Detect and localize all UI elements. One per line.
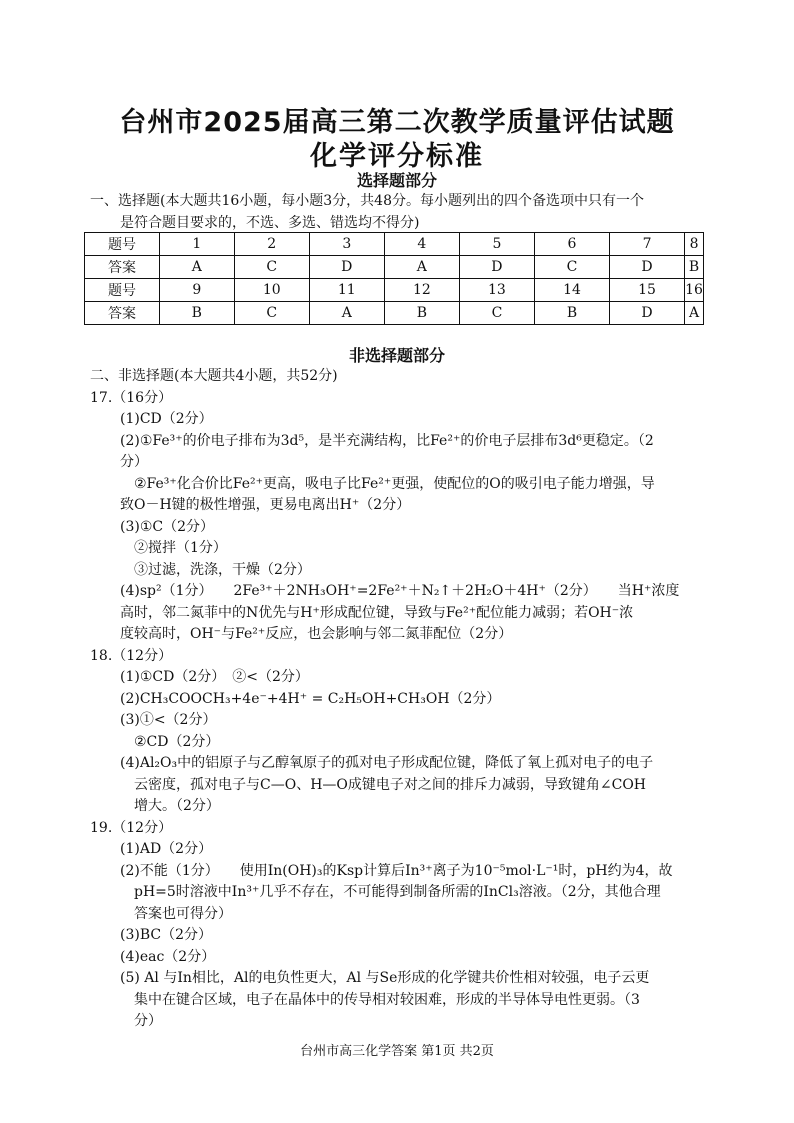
table-cell: D <box>309 256 384 279</box>
table-cell: A <box>685 302 704 325</box>
table-cell: 8 <box>685 233 704 256</box>
q17-part4-line1: (4)sp²（1分） 2Fe³⁺＋2NH₃OH⁺=2Fe²⁺＋N₂↑＋2H₂O＋4H⁺（2分） 当H⁺浓度 <box>120 583 680 599</box>
table-cell: 12 <box>384 279 459 302</box>
table-cell: 10 <box>234 279 309 302</box>
nonchoice-intro: 二、非选择题(本大题共4小题，共52分) <box>90 368 338 384</box>
q18-part3-line2: ②CD（2分） <box>134 733 220 750</box>
row-label: 题号 <box>85 279 160 302</box>
q17-part3-line2: ②搅拌（1分） <box>134 540 227 556</box>
q18-part2: (2)CH₃COOCH₃+4e⁻+4H⁺ = C₂H₅OH+CH₃OH（2分） <box>120 690 501 707</box>
q19-part2-line3: 答案也可得分） <box>134 905 232 922</box>
q19-part1: (1)AD（2分） <box>120 841 213 857</box>
table-cell: 14 <box>534 279 609 302</box>
q19-part3: (3)BC（2分） <box>120 927 212 943</box>
q17-part2-line3: ②Fe³⁺化合价比Fe²⁺更高，吸电子比Fe²⁺更强，使配位的O的吸引电子能力增强，导 <box>134 475 655 492</box>
nonchoice-answers <box>90 366 702 1033</box>
table-cell: B <box>685 256 704 279</box>
table-cell: 1 <box>159 233 234 256</box>
table-cell: 6 <box>534 233 609 256</box>
page-footer: 台州市高三化学答案 第1页 共2页 <box>300 1044 494 1059</box>
q18-part3-line1: (3)①<（2分） <box>120 712 217 728</box>
table-cell: D <box>610 256 685 279</box>
section-heading-nonchoice: 非选择题部分 <box>348 346 445 365</box>
table-cell: 2 <box>234 233 309 256</box>
table-row-questions-2 <box>85 279 704 302</box>
section-heading-choice: 选择题部分 <box>356 171 437 190</box>
row-label: 题号 <box>85 233 160 256</box>
choice-instructions-line2: 是符合题目要求的，不选、多选、错选均不得分) <box>120 215 420 231</box>
table-row-answers-2 <box>85 302 704 325</box>
table-cell: C <box>534 256 609 279</box>
table-cell: C <box>234 302 309 325</box>
table-row-questions-1 <box>85 233 704 256</box>
table-cell: B <box>159 302 234 325</box>
table-cell: 3 <box>309 233 384 256</box>
q17-part3-line3: ③过滤，洗涤，干燥（2分） <box>134 561 311 578</box>
q19-heading: 19.（12分） <box>90 819 173 836</box>
table-cell: 13 <box>459 279 534 302</box>
table-cell: A <box>309 302 384 325</box>
table-cell: 9 <box>159 279 234 302</box>
page-title: 台州市2025届高三第二次教学质量评估试题 <box>119 107 675 138</box>
q19-part5-line3: 分） <box>134 1013 162 1029</box>
table-cell: D <box>459 256 534 279</box>
q17-part4-line3: 度较高时，OH⁻与Fe²⁺反应，也会影响与邻二氮菲配位（2分） <box>120 626 513 642</box>
q17-part2-line4: 致O－H键的极性增强，更易电离出H⁺（2分） <box>120 497 411 513</box>
page-subtitle: 化学评分标准 <box>310 141 484 172</box>
table-cell: A <box>384 256 459 279</box>
table-cell: C <box>459 302 534 325</box>
choice-instructions-line1: 一、选择题(本大题共16小题，每小题3分，共48分。每小题列出的四个备选项中只有一个 <box>90 193 644 209</box>
row-label: 答案 <box>85 256 160 279</box>
table-cell: 5 <box>459 233 534 256</box>
table-cell: C <box>234 256 309 279</box>
q17-part4-line2: 高时，邻二氮菲中的N优先与H⁺形成配位键，导致与Fe²⁺配位能力减弱；若OH⁻浓 <box>120 604 634 621</box>
q17-part2-line1: (2)①Fe³⁺的价电子排布为3d⁵，是半充满结构，比Fe²⁺的价电子层排布3d⁶更稳定。（2 <box>120 432 654 449</box>
table-cell: 15 <box>610 279 685 302</box>
table-cell: D <box>610 302 685 325</box>
table-cell: A <box>159 256 234 279</box>
q19-part5-line2: 集中在键合区域，电子在晶体中的传导相对较困难，形成的半导体导电性更弱。（3 <box>134 991 640 1008</box>
row-label: 答案 <box>85 302 160 325</box>
q17-heading: 17.（16分） <box>90 389 173 406</box>
q18-heading: 18.（12分） <box>90 647 173 664</box>
table-cell: B <box>534 302 609 325</box>
q18-part4-line2: 云密度，孤对电子与C—O、H—O成键电子对之间的排斥力减弱，导致键角∠COH <box>134 776 647 793</box>
q18-part1: (1)①CD（2分） ②<（2分） <box>120 669 309 685</box>
q17-part1: (1)CD（2分） <box>120 411 213 427</box>
table-cell: 7 <box>610 233 685 256</box>
q17-part2-line2: 分） <box>120 454 148 470</box>
q18-part4-line3: 增大。（2分） <box>134 798 220 814</box>
table-cell: B <box>384 302 459 325</box>
q19-part4: (4)eac（2分） <box>120 948 216 965</box>
q19-part5-line1: (5) Al 与In相比，Al的电负性更大，Al 与Se形成的化学键共价性相对较强，电子云更 <box>120 970 650 986</box>
table-cell: 16 <box>685 279 704 302</box>
answer-table <box>84 232 704 325</box>
table-row-answers-1 <box>85 256 704 279</box>
q19-part2-line1: (2)不能（1分） 使用In(OH)₃的Ksp计算后In³⁺离子为10⁻⁵mol·L⁻¹时，pH约为4，故 <box>120 862 673 879</box>
table-cell: 4 <box>384 233 459 256</box>
q19-part2-line2: pH=5时溶液中In³⁺几乎不存在，不可能得到制备所需的InCl₃溶液。（2分，其他合理 <box>134 884 661 900</box>
q18-part4-line1: (4)Al₂O₃中的铝原子与乙醇氧原子的孤对电子形成配位键，降低了氧上孤对电子的电子 <box>120 755 654 771</box>
q17-part3-line1: (3)①C（2分） <box>120 518 215 535</box>
table-cell: 11 <box>309 279 384 302</box>
choice-instructions <box>90 190 708 234</box>
